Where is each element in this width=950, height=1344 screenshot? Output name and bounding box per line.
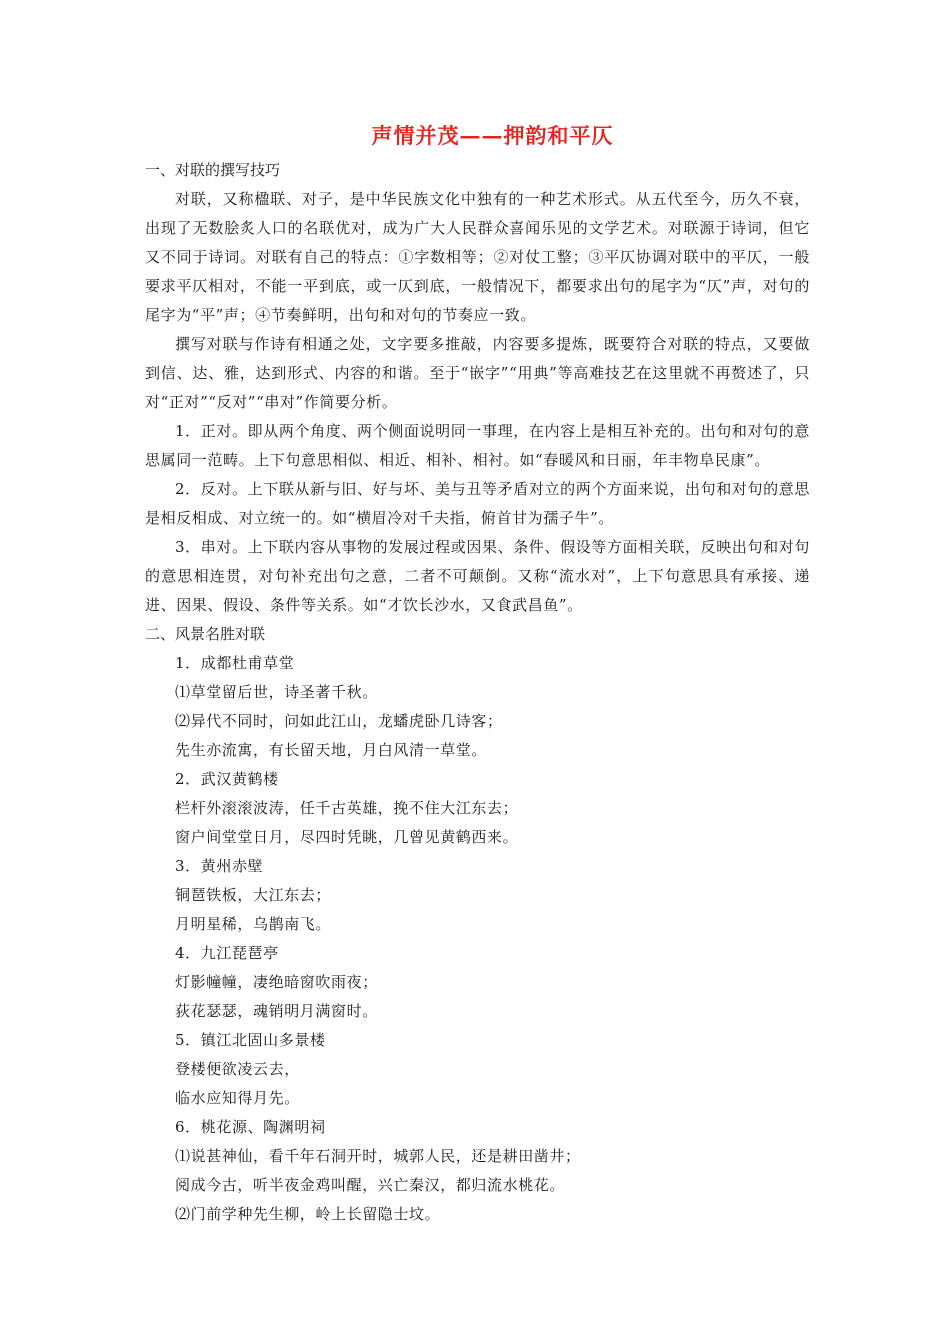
section-heading-scenic-couplets: 二、风景名胜对联 [145, 625, 266, 643]
document-page [145, 118, 810, 1229]
couplet-line: 6．桃花源、陶渊明祠 [175, 1118, 326, 1136]
couplet-line: 3．黄州赤壁 [175, 857, 264, 875]
couplet-line: ⑴说甚神仙，看千年石洞开时，城郭人民，还是耕田凿井； [175, 1147, 581, 1165]
couplet-line: ⑵异代不同时，问如此江山，龙蟠虎卧几诗客； [175, 712, 503, 730]
couplet-line: 栏杆外滚滚波涛，任千古英雄，挽不住大江东去； [175, 799, 519, 817]
couplet-line: 先生亦流寓，有长留天地，月白风清一草堂。 [175, 741, 488, 759]
paragraph-writing: 撰写对联与作诗有相通之处，文字要多推敲，内容要多提炼，既要符合对联的特点，又要做到信、达、雅，达到形式、内容的和谐。至于“嵌字”“用典”等高难技艺在这里就不再赘述了，只对“正对”“反对”“串对”作简要分析。 [145, 335, 810, 411]
couplet-line: 灯影幢幢，凄绝暗窗吹雨夜； [175, 973, 378, 991]
couplet-line: 月明星稀，乌鹊南飞。 [175, 915, 332, 933]
paragraph-chuandui: 3．串对。上下联内容从事物的发展过程或因果、条件、假设等方面相关联，反映出句和对句的意思相连贯，对句补充出句之意，二者不可颠倒。又称“流水对”，上下句意思具有承接、递进、因果、假设、条件等关系。如“才饮长沙水，又食武昌鱼”。 [145, 538, 810, 614]
paragraph-zhengdui: 1．正对。即从两个角度、两个侧面说明同一事理，在内容上是相互补充的。出句和对句的意思属同一范畴。上下句意思相似、相近、相补、相衬。如“春暖风和日丽，年丰物阜民康”。 [145, 422, 810, 469]
couplet-line: 荻花瑟瑟，魂销明月满窗时。 [175, 1002, 378, 1020]
couplet-line: 铜琶铁板，大江东去； [175, 886, 332, 904]
couplet-line: 登楼便欲凌云去， [175, 1060, 300, 1078]
couplet-line: 阅成今古，听半夜金鸡叫醒，兴亡秦汉，都归流水桃花。 [175, 1176, 566, 1194]
document-title: 声情并茂——押韵和平仄 [371, 123, 614, 148]
couplet-line: 窗户间堂堂日月，尽四时凭眺，几曾见黄鹤西来。 [175, 828, 519, 846]
couplet-line: 临水应知得月先。 [175, 1089, 300, 1107]
couplet-line: 1．成都杜甫草堂 [175, 654, 295, 672]
couplet-line: ⑵门前学种先生柳，岭上长留隐士坟。 [175, 1205, 441, 1223]
couplet-line: 2．武汉黄鹤楼 [175, 770, 279, 788]
couplet-line: ⑴草堂留后世，诗圣著千秋。 [175, 683, 378, 701]
paragraph-fandui: 2．反对。上下联从新与旧、好与坏、美与丑等矛盾对立的两个方面来说，出句和对句的意思是相反相成、对立统一的。如“横眉冷对千夫指，俯首甘为孺子牛”。 [145, 480, 810, 527]
section-heading-writing-skills: 一、对联的撰写技巧 [145, 161, 281, 179]
couplet-line: 5．镇江北固山多景楼 [175, 1031, 326, 1049]
couplet-line: 4．九江琵琶亭 [175, 944, 279, 962]
paragraph-intro: 对联，又称楹联、对子，是中华民族文化中独有的一种艺术形式。从五代至今，历久不衰，出现了无数脍炙人口的名联优对，成为广大人民群众喜闻乐见的文学艺术。对联源于诗词，但它又不同于诗词。对联有自己的特点：①字数相等；②对仗工整；③平仄协调对联中的平仄，一般要求平仄相对，不能一平到底，或一仄到底，一般情况下，都要求出句的尾字为“仄”声，对句的尾字为“平”声；④节奏鲜明，出句和对句的节奏应一致。 [145, 190, 810, 324]
